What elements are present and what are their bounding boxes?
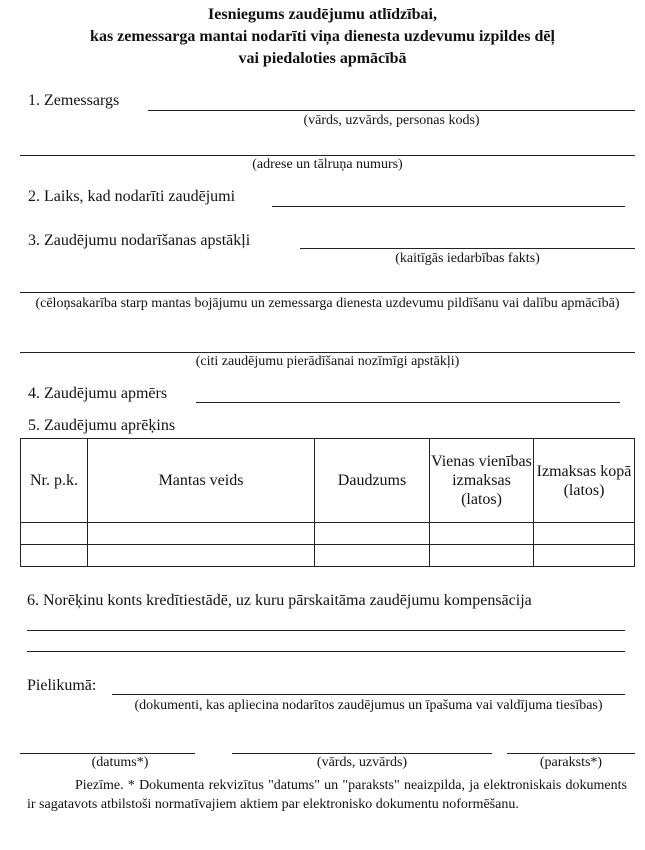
account-field-1[interactable]: [27, 630, 625, 631]
table-cell[interactable]: [21, 545, 88, 567]
header-property-type: Mantas veids: [88, 439, 315, 523]
full-name-field[interactable]: [232, 753, 492, 754]
attachments-label: Pielikumā:: [27, 677, 97, 694]
account-field-2[interactable]: [27, 651, 625, 652]
table-cell[interactable]: [315, 545, 430, 567]
other-circumstances-caption: (citi zaudējumu pierādīšanai nozīmīgi apstākļi): [195, 354, 460, 369]
name-caption: (vārds, uzvārds, personas kods): [303, 113, 480, 128]
signature-field[interactable]: [507, 753, 635, 754]
section-4-label: 4. Zaudējumu apmērs: [28, 385, 168, 402]
section-2-label: 2. Laiks, kad nodarīti zaudējumi: [28, 188, 236, 205]
table-header-row: [21, 439, 635, 523]
harmful-effect-field[interactable]: [300, 248, 635, 249]
signature-caption: (paraksts*): [539, 755, 603, 770]
damage-calculation-table: [20, 438, 635, 567]
damage-amount-field[interactable]: [196, 402, 620, 403]
attachments-caption: (dokumenti, kas apliecina nodarītos zaudējumus un īpašuma vai valdījuma tiesības): [134, 698, 603, 713]
table-cell[interactable]: [534, 545, 635, 567]
other-circumstances-field[interactable]: [20, 352, 635, 353]
header-nr: Nr. p.k.: [21, 439, 88, 523]
table-row: [21, 523, 635, 545]
table-cell[interactable]: [430, 523, 534, 545]
guardsman-name-field[interactable]: [148, 110, 635, 111]
table-cell[interactable]: [430, 545, 534, 567]
table-cell[interactable]: [88, 545, 315, 567]
table-row: [21, 545, 635, 567]
full-name-caption: (vārds, uzvārds): [316, 755, 408, 770]
title-line-3: vai piedaloties apmācībā: [238, 50, 407, 67]
address-caption: (adrese un tālruņa numurs): [252, 157, 403, 172]
table-cell[interactable]: [534, 523, 635, 545]
date-caption: (datums*): [91, 755, 149, 770]
address-field[interactable]: [20, 155, 635, 156]
header-quantity: Daudzums: [315, 439, 430, 523]
table-cell[interactable]: [315, 523, 430, 545]
title-line-2: kas zemessarga mantai nodarīti viņa dienesta uzdevumu izpildes dēļ: [90, 28, 555, 45]
section-1-label: 1. Zemessargs: [28, 92, 120, 109]
section-3-label: 3. Zaudējumu nodarīšanas apstākļi: [28, 232, 251, 249]
causality-caption: (cēloņsakarība starp mantas bojājumu un zemessarga dienesta uzdevumu pildīšanu vai dalību apmācībā): [35, 296, 620, 311]
attachments-field[interactable]: [112, 694, 625, 695]
title-line-1: Iesniegums zaudējumu atlīdzībai,: [208, 6, 437, 23]
date-field[interactable]: [20, 753, 195, 754]
header-unit-cost: Vienas vienības izmaksas (latos): [430, 439, 534, 523]
causality-field[interactable]: [20, 292, 635, 293]
footnote: Piezīme. * Dokumenta rekvizītus "datums" un "paraksts" neaizpilda, ja elektroniskais dokuments ir sagatavots atbilstoši normatīvajiem aktiem par elektronisko dokumentu noformēšanu.: [27, 778, 627, 812]
section-5-label: 5. Zaudējumu aprēķins: [28, 417, 176, 434]
section-6-label: 6. Norēķinu konts kredītiestādē, uz kuru pārskaitāma zaudējumu kompensācija: [27, 592, 532, 609]
damage-time-field[interactable]: [272, 206, 625, 207]
header-total-cost: Izmaksas kopā (latos): [534, 439, 635, 523]
harmful-effect-caption: (kaitīgās iedarbības fakts): [395, 251, 540, 266]
table-cell[interactable]: [21, 523, 88, 545]
table-cell[interactable]: [88, 523, 315, 545]
